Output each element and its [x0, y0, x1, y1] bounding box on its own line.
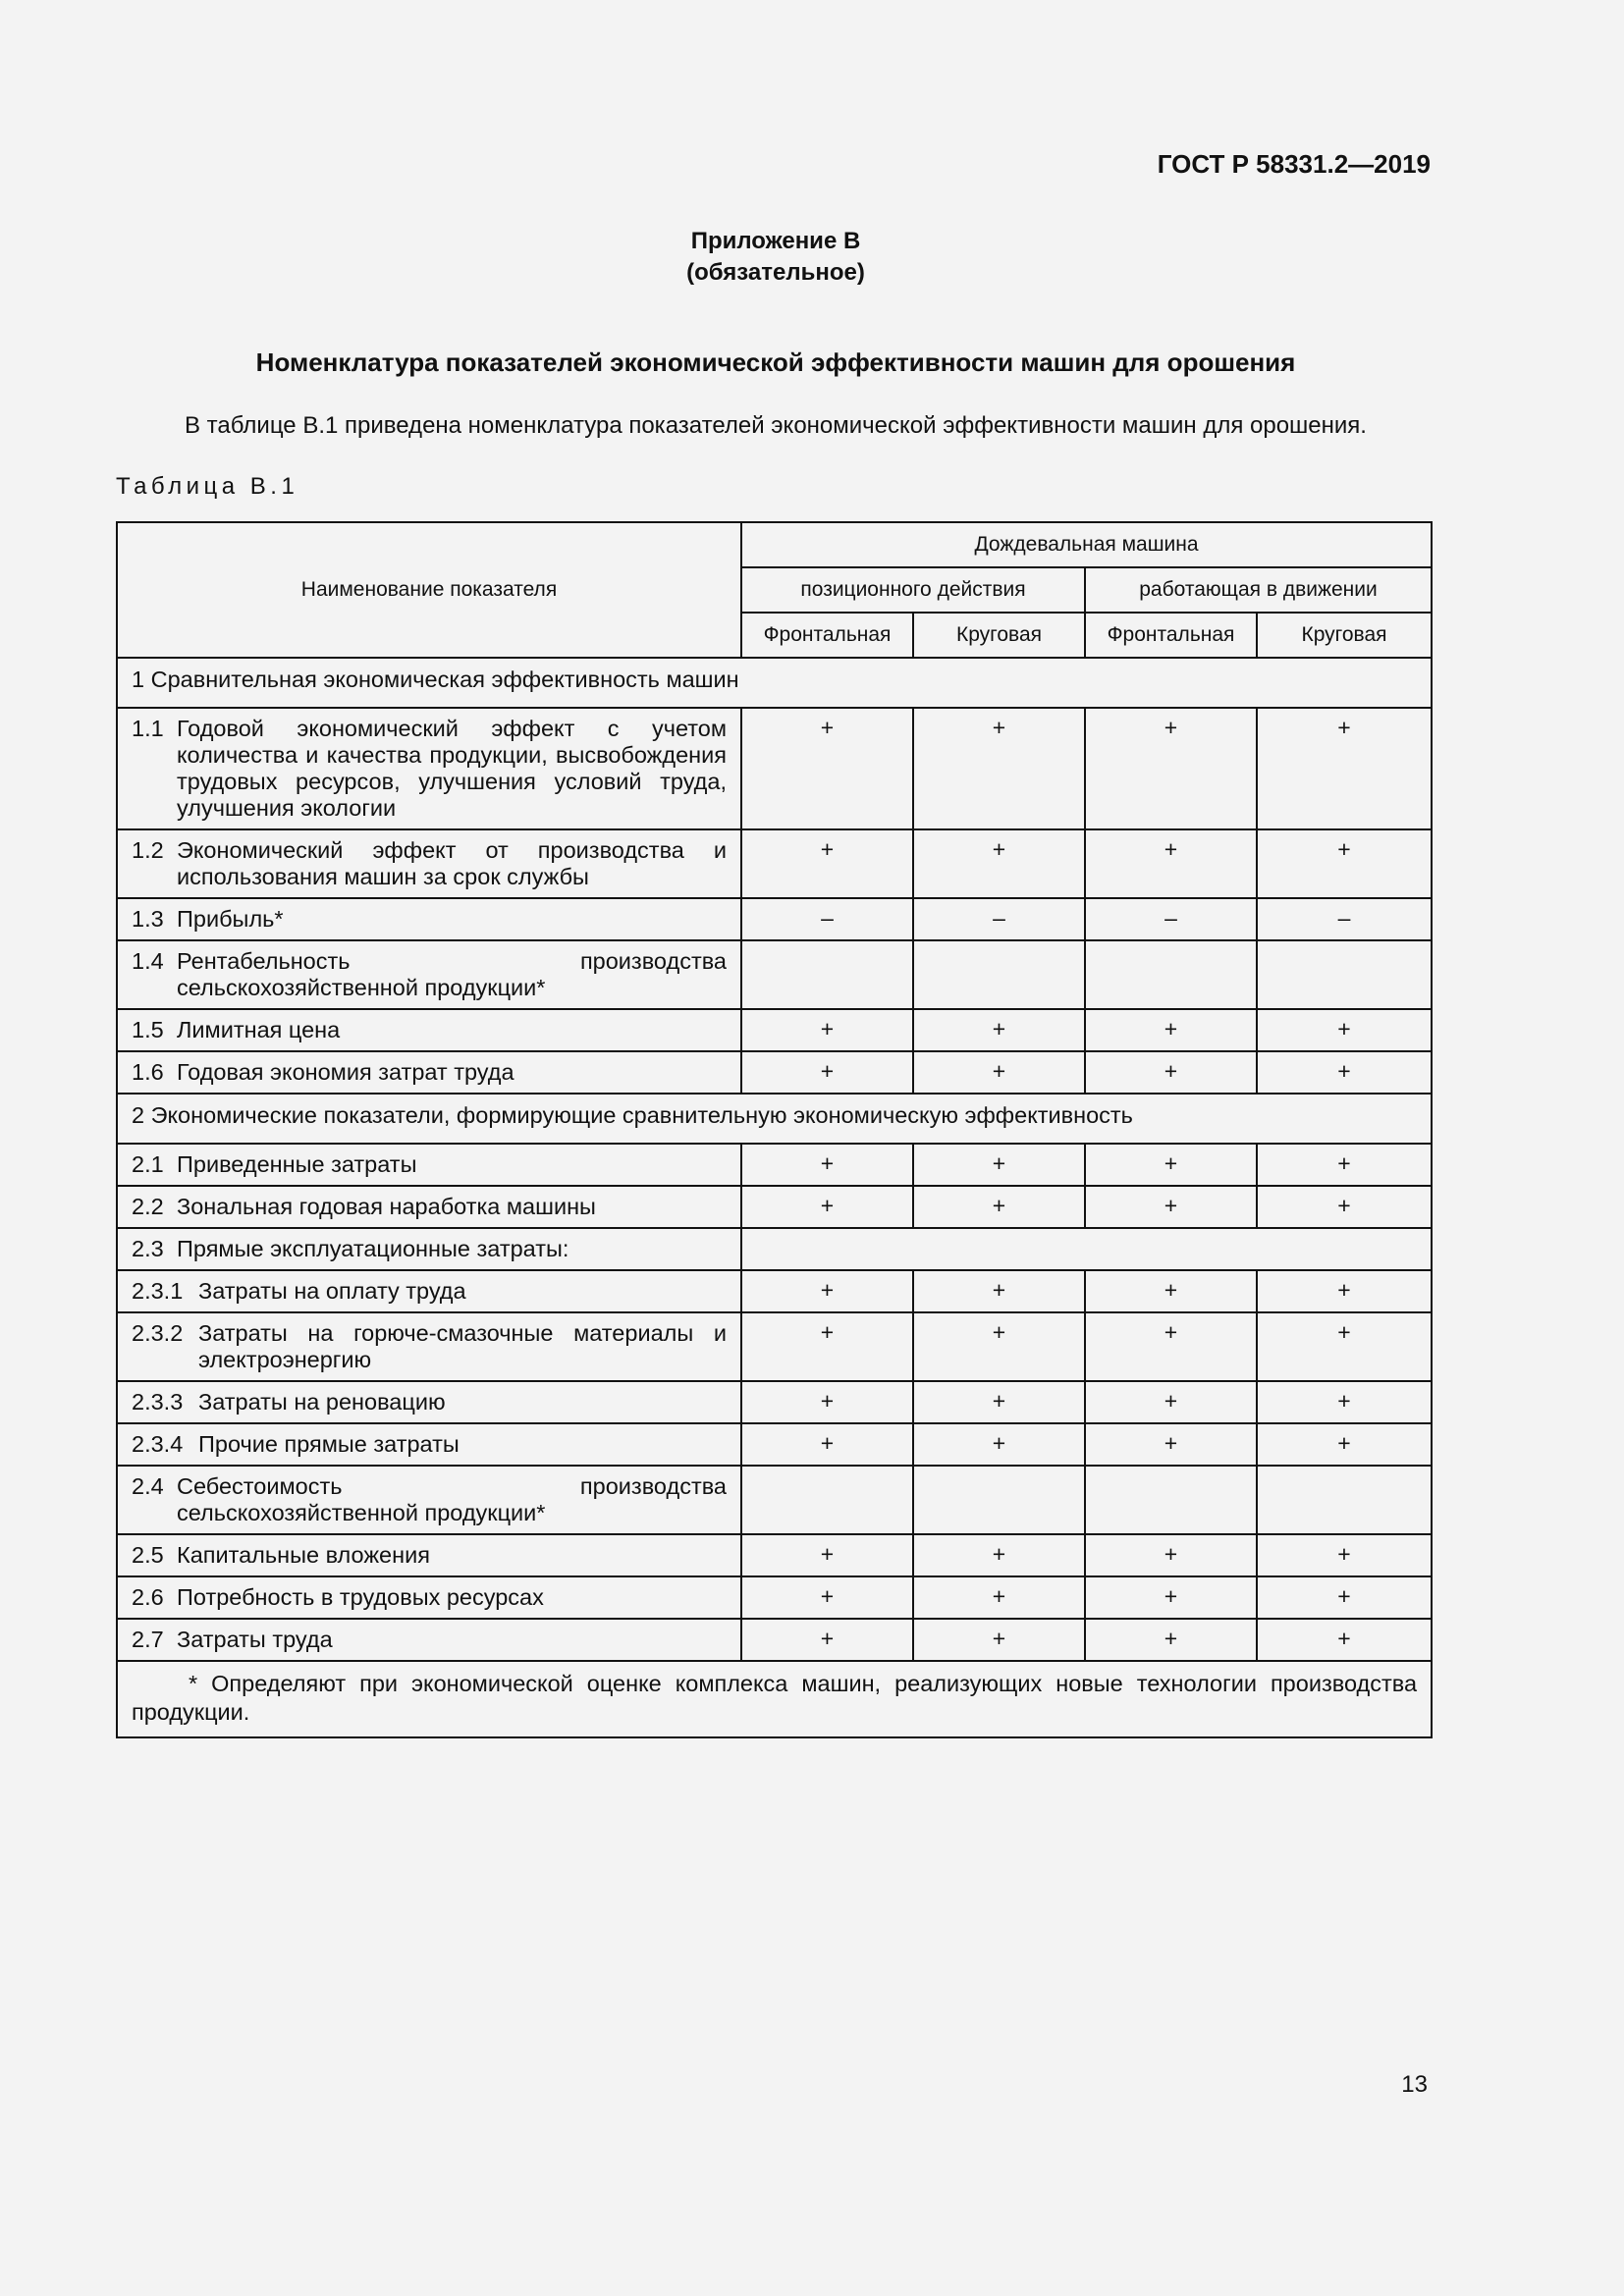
indicator-text: Прибыль*: [177, 906, 284, 932]
header-indicator-name: Наименование показателя: [117, 522, 741, 658]
indicator-number: 1.4: [132, 948, 164, 974]
table-row: [117, 1619, 1432, 1661]
table-footer: [117, 1661, 1432, 1737]
indicator-text: Потребность в трудовых ресурсах: [177, 1584, 544, 1610]
applicability-mark: +: [913, 1009, 1085, 1051]
appendix-title: Приложение В: [690, 228, 861, 254]
applicability-mark: +: [1085, 1312, 1257, 1381]
header-sprinkler-machine: Дождевальная машина: [741, 522, 1432, 567]
indicator-number: 2.7: [132, 1627, 164, 1652]
indicator-text: Экономический эффект от производства и использования машин за срок службы: [177, 837, 727, 889]
table-row: [117, 1186, 1432, 1228]
appendix-heading: [0, 226, 1551, 289]
applicability-mark: +: [1257, 1312, 1432, 1381]
applicability-mark: +: [913, 1423, 1085, 1466]
applicability-mark: +: [1085, 1619, 1257, 1661]
standard-code: ГОСТ Р 58331.2—2019: [1157, 149, 1431, 179]
indicator-number: 1.2: [132, 837, 164, 863]
applicability-mark: +: [1085, 1186, 1257, 1228]
header-frontal-positional: Фронтальная: [741, 613, 913, 658]
indicator-text: Прочие прямые затраты: [198, 1431, 460, 1457]
indicator-cell: [117, 829, 741, 898]
applicability-mark: +: [1085, 708, 1257, 829]
applicability-mark: [1257, 940, 1432, 1009]
indicator-cell: [117, 1534, 741, 1576]
applicability-mark: +: [913, 1576, 1085, 1619]
indicator-cell: [117, 1144, 741, 1186]
indicator-text: Зональная годовая наработка машины: [177, 1194, 596, 1219]
table-row: [117, 1009, 1432, 1051]
table-row: [117, 1144, 1432, 1186]
table-caption: Таблица В.1: [116, 473, 299, 500]
indicator-number: 2.3.4: [132, 1431, 184, 1457]
table-row: [117, 1228, 1432, 1270]
applicability-mark: +: [913, 708, 1085, 829]
applicability-mark: [741, 1466, 913, 1534]
applicability-mark: +: [741, 1186, 913, 1228]
applicability-mark: +: [741, 1619, 913, 1661]
table-row: [117, 1312, 1432, 1381]
indicator-text: Затраты на реновацию: [198, 1389, 446, 1415]
applicability-mark: +: [741, 1312, 913, 1381]
indicator-number: 2.4: [132, 1473, 164, 1499]
document-title: Номенклатура показателей экономической эффективности машин для орошения: [255, 347, 1296, 377]
section-row: [117, 1094, 1432, 1144]
applicability-mark: [1085, 940, 1257, 1009]
applicability-mark: +: [741, 1270, 913, 1312]
applicability-mark: +: [913, 1619, 1085, 1661]
applicability-mark: +: [913, 1186, 1085, 1228]
table-row: [117, 829, 1432, 898]
indicator-text: Годовая экономия затрат труда: [177, 1059, 514, 1085]
indicator-cell: [117, 1228, 741, 1270]
indicator-text: Затраты на горюче-смазочные материалы и электроэнергию: [198, 1320, 727, 1372]
section-title: 2 Экономические показатели, формирующие сравнительную экономическую эффективность: [117, 1094, 1432, 1144]
applicability-mark: +: [741, 829, 913, 898]
applicability-mark: +: [741, 1576, 913, 1619]
applicability-mark: +: [1085, 1534, 1257, 1576]
merged-empty-cell: [741, 1228, 1432, 1270]
table-row: [117, 898, 1432, 940]
applicability-mark: +: [913, 1534, 1085, 1576]
applicability-mark: [1085, 1466, 1257, 1534]
table-row: [117, 1534, 1432, 1576]
applicability-mark: +: [741, 1144, 913, 1186]
section-title: 1 Сравнительная экономическая эффективность машин: [117, 658, 1432, 708]
indicator-number: 2.3.2: [132, 1320, 184, 1346]
applicability-mark: +: [913, 1144, 1085, 1186]
indicator-cell: [117, 1270, 741, 1312]
appendix-status: (обязательное): [686, 259, 865, 286]
applicability-mark: +: [913, 1312, 1085, 1381]
header-circular-positional: Круговая: [913, 613, 1085, 658]
indicator-cell: [117, 1619, 741, 1661]
applicability-mark: +: [1257, 1381, 1432, 1423]
applicability-mark: +: [1257, 1576, 1432, 1619]
applicability-mark: [1257, 1466, 1432, 1534]
indicator-cell: [117, 1312, 741, 1381]
indicator-text: Затраты на оплату труда: [198, 1278, 466, 1304]
indicator-number: 2.5: [132, 1542, 164, 1568]
indicator-cell: [117, 1051, 741, 1094]
table-row: [117, 940, 1432, 1009]
applicability-mark: +: [1257, 1186, 1432, 1228]
applicability-mark: +: [913, 1381, 1085, 1423]
table-body: [117, 658, 1432, 1661]
applicability-mark: +: [1257, 1144, 1432, 1186]
applicability-mark: +: [1257, 829, 1432, 898]
applicability-mark: +: [741, 1423, 913, 1466]
indicator-text: Прямые эксплуатационные затраты:: [177, 1236, 569, 1261]
section-row: [117, 658, 1432, 708]
page-number: 13: [1401, 2071, 1428, 2098]
applicability-mark: +: [1257, 1423, 1432, 1466]
indicator-number: 1.1: [132, 716, 164, 741]
indicator-cell: [117, 1009, 741, 1051]
indicator-cell: [117, 1466, 741, 1534]
indicator-number: 2.6: [132, 1584, 164, 1610]
applicability-mark: +: [1085, 1381, 1257, 1423]
applicability-mark: +: [1257, 1534, 1432, 1576]
applicability-mark: +: [741, 708, 913, 829]
applicability-mark: –: [741, 898, 913, 940]
applicability-mark: +: [1085, 1270, 1257, 1312]
applicability-mark: [741, 940, 913, 1009]
applicability-mark: +: [1085, 1576, 1257, 1619]
table-row: [117, 1051, 1432, 1094]
indicator-cell: [117, 1576, 741, 1619]
applicability-mark: +: [1257, 1619, 1432, 1661]
applicability-mark: +: [1085, 1423, 1257, 1466]
table-row: [117, 1466, 1432, 1534]
table-footnote: * Определяют при экономической оценке комплекса машин, реализующих новые технологии производства продукции.: [117, 1661, 1432, 1737]
indicator-text: Рентабельность производства сельскохозяйственной продукции*: [177, 948, 727, 1000]
header-positional: позиционного действия: [741, 567, 1085, 613]
indicator-number: 2.1: [132, 1151, 164, 1177]
applicability-mark: +: [913, 1270, 1085, 1312]
applicability-mark: +: [1257, 708, 1432, 829]
table-row: [117, 1270, 1432, 1312]
applicability-mark: +: [1257, 1009, 1432, 1051]
applicability-mark: +: [1257, 1270, 1432, 1312]
header-circular-moving: Круговая: [1257, 613, 1432, 658]
applicability-mark: –: [1085, 898, 1257, 940]
applicability-mark: [913, 940, 1085, 1009]
indicator-number: 1.5: [132, 1017, 164, 1042]
indicator-cell: [117, 1381, 741, 1423]
applicability-mark: +: [1085, 829, 1257, 898]
indicator-number: 1.6: [132, 1059, 164, 1085]
applicability-mark: +: [741, 1534, 913, 1576]
indicator-cell: [117, 898, 741, 940]
indicators-table: [116, 521, 1433, 1738]
applicability-mark: +: [1085, 1051, 1257, 1094]
applicability-mark: –: [1257, 898, 1432, 940]
table-row: [117, 1381, 1432, 1423]
indicator-text: Капитальные вложения: [177, 1542, 430, 1568]
applicability-mark: +: [741, 1381, 913, 1423]
indicator-cell: [117, 1186, 741, 1228]
applicability-mark: +: [741, 1051, 913, 1094]
header-frontal-moving: Фронтальная: [1085, 613, 1257, 658]
indicator-cell: [117, 940, 741, 1009]
applicability-mark: +: [1257, 1051, 1432, 1094]
indicator-number: 2.3.3: [132, 1389, 184, 1415]
indicator-number: 1.3: [132, 906, 164, 932]
indicator-cell: [117, 708, 741, 829]
indicator-number: 2.3.1: [132, 1278, 184, 1304]
indicator-number: 2.3: [132, 1236, 164, 1261]
applicability-mark: +: [1085, 1144, 1257, 1186]
indicator-text: Себестоимость производства сельскохозяйственной продукции*: [177, 1473, 727, 1525]
table-row: [117, 1423, 1432, 1466]
intro-paragraph: В таблице В.1 приведена номенклатура показателей экономической эффективности машин для орошения.: [185, 412, 1367, 439]
applicability-mark: +: [741, 1009, 913, 1051]
table-row: [117, 708, 1432, 829]
indicator-cell: [117, 1423, 741, 1466]
header-moving: работающая в движении: [1085, 567, 1432, 613]
applicability-mark: –: [913, 898, 1085, 940]
indicator-text: Лимитная цена: [177, 1017, 341, 1042]
applicability-mark: [913, 1466, 1085, 1534]
applicability-mark: +: [913, 1051, 1085, 1094]
table-header: [117, 522, 1432, 658]
indicator-text: Приведенные затраты: [177, 1151, 417, 1177]
applicability-mark: +: [1085, 1009, 1257, 1051]
applicability-mark: +: [913, 829, 1085, 898]
table-row: [117, 1576, 1432, 1619]
indicator-text: Годовой экономический эффект с учетом количества и качества продукции, высвобождения трудовых ресурсов, улучшения условий труда, улучшения экологии: [177, 716, 727, 821]
indicator-number: 2.2: [132, 1194, 164, 1219]
indicator-text: Затраты труда: [177, 1627, 333, 1652]
